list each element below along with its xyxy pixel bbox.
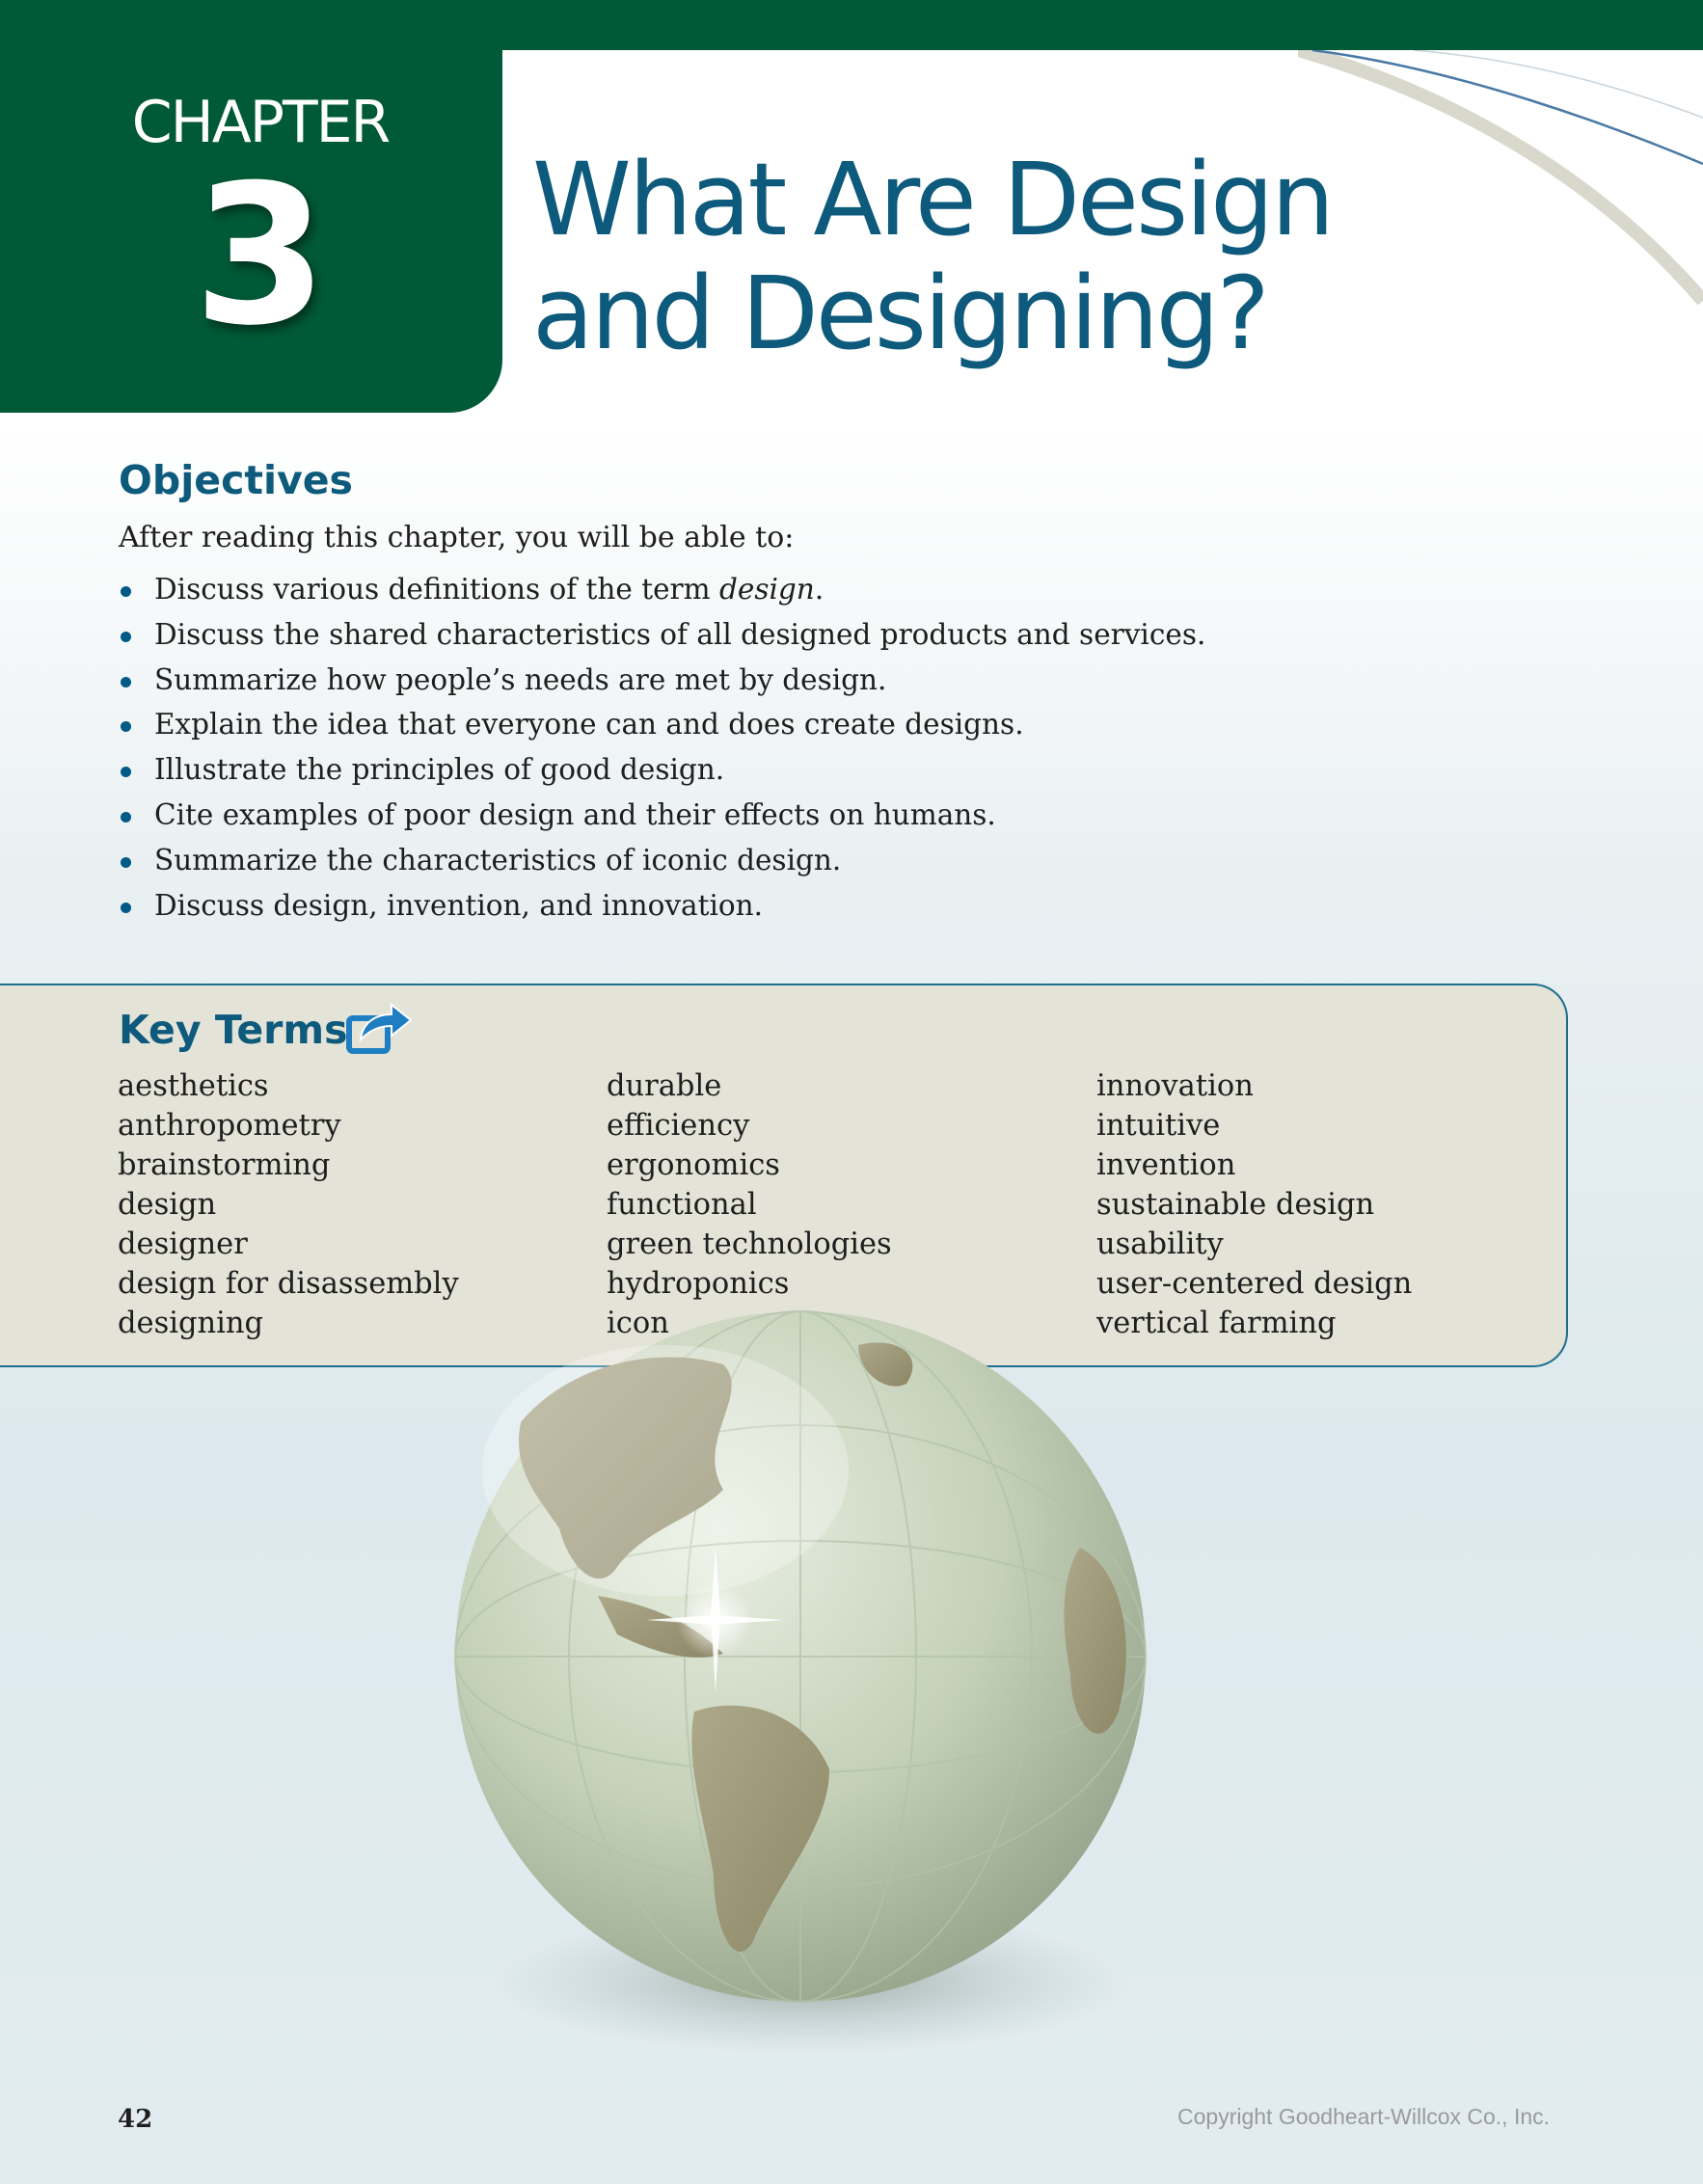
key-term: designing [118,1307,264,1340]
key-term: aesthetics [118,1069,269,1103]
objective-item [119,883,1205,929]
key-terms-column-2 [607,1066,892,1343]
key-terms-column-1 [118,1066,459,1343]
key-term: innovation [1096,1069,1254,1103]
globe-illustration [405,1307,1196,2068]
objective-emphasis: design [719,573,815,606]
key-term: anthropometry [118,1109,341,1143]
key-term: design for disassembly [118,1267,459,1301]
key-term: ergonomics [607,1148,780,1182]
objective-item [119,612,1205,658]
objective-item [119,838,1205,883]
objectives-heading: Objectives [119,457,353,503]
key-term: sustainable design [1096,1188,1375,1222]
key-term: icon [607,1307,669,1340]
key-term: brainstorming [118,1148,331,1182]
objective-text: Summarize how people’s needs are met by design. [154,662,887,696]
key-term: usability [1096,1227,1224,1261]
key-term: invention [1096,1148,1236,1182]
share-arrow-icon[interactable] [343,999,413,1057]
objective-text: Discuss the shared characteristics of all designed products and services. [154,617,1206,651]
key-term: user-centered design [1096,1267,1413,1301]
key-term: durable [607,1069,722,1103]
objective-text: Discuss design, invention, and innovation. [154,888,764,922]
page-number: 42 [118,2105,153,2134]
key-terms-column-3 [1096,1066,1412,1343]
key-term: green technologies [607,1227,892,1261]
objective-item [119,567,1205,612]
objective-item [119,658,1205,703]
objective-item [119,747,1205,793]
chapter-title-line-2: and Designing? [532,255,1267,372]
objective-suffix: . [814,573,824,606]
objectives-list [119,567,1205,928]
objectives-intro: After reading this chapter, you will be able to: [119,521,795,554]
objective-text: Illustrate the principles of good design. [154,753,725,787]
objective-text: Cite examples of poor design and their effects on humans. [154,797,996,831]
key-term: designer [118,1227,248,1261]
key-term: vertical farming [1096,1307,1337,1340]
key-terms-heading: Key Terms [119,1007,348,1053]
key-term: efficiency [607,1109,750,1143]
copyright-notice: Copyright Goodheart-Willcox Co., Inc. [1177,2104,1551,2129]
objective-text: Summarize the characteristics of iconic design. [154,843,842,876]
key-term: hydroponics [607,1267,790,1301]
objective-text: Explain the idea that everyone can and does create designs. [154,708,1024,741]
objective-text: Discuss various definitions of the term [154,573,719,606]
key-term: intuitive [1096,1109,1221,1143]
chapter-title-line-1: What Are Design [532,141,1333,258]
objective-item [119,793,1205,838]
key-term: functional [607,1188,757,1222]
objective-item [119,702,1205,747]
chapter-title [532,143,1400,370]
key-term: design [118,1188,217,1222]
chapter-label: CHAPTER [131,89,390,156]
chapter-number: 3 [193,144,328,368]
